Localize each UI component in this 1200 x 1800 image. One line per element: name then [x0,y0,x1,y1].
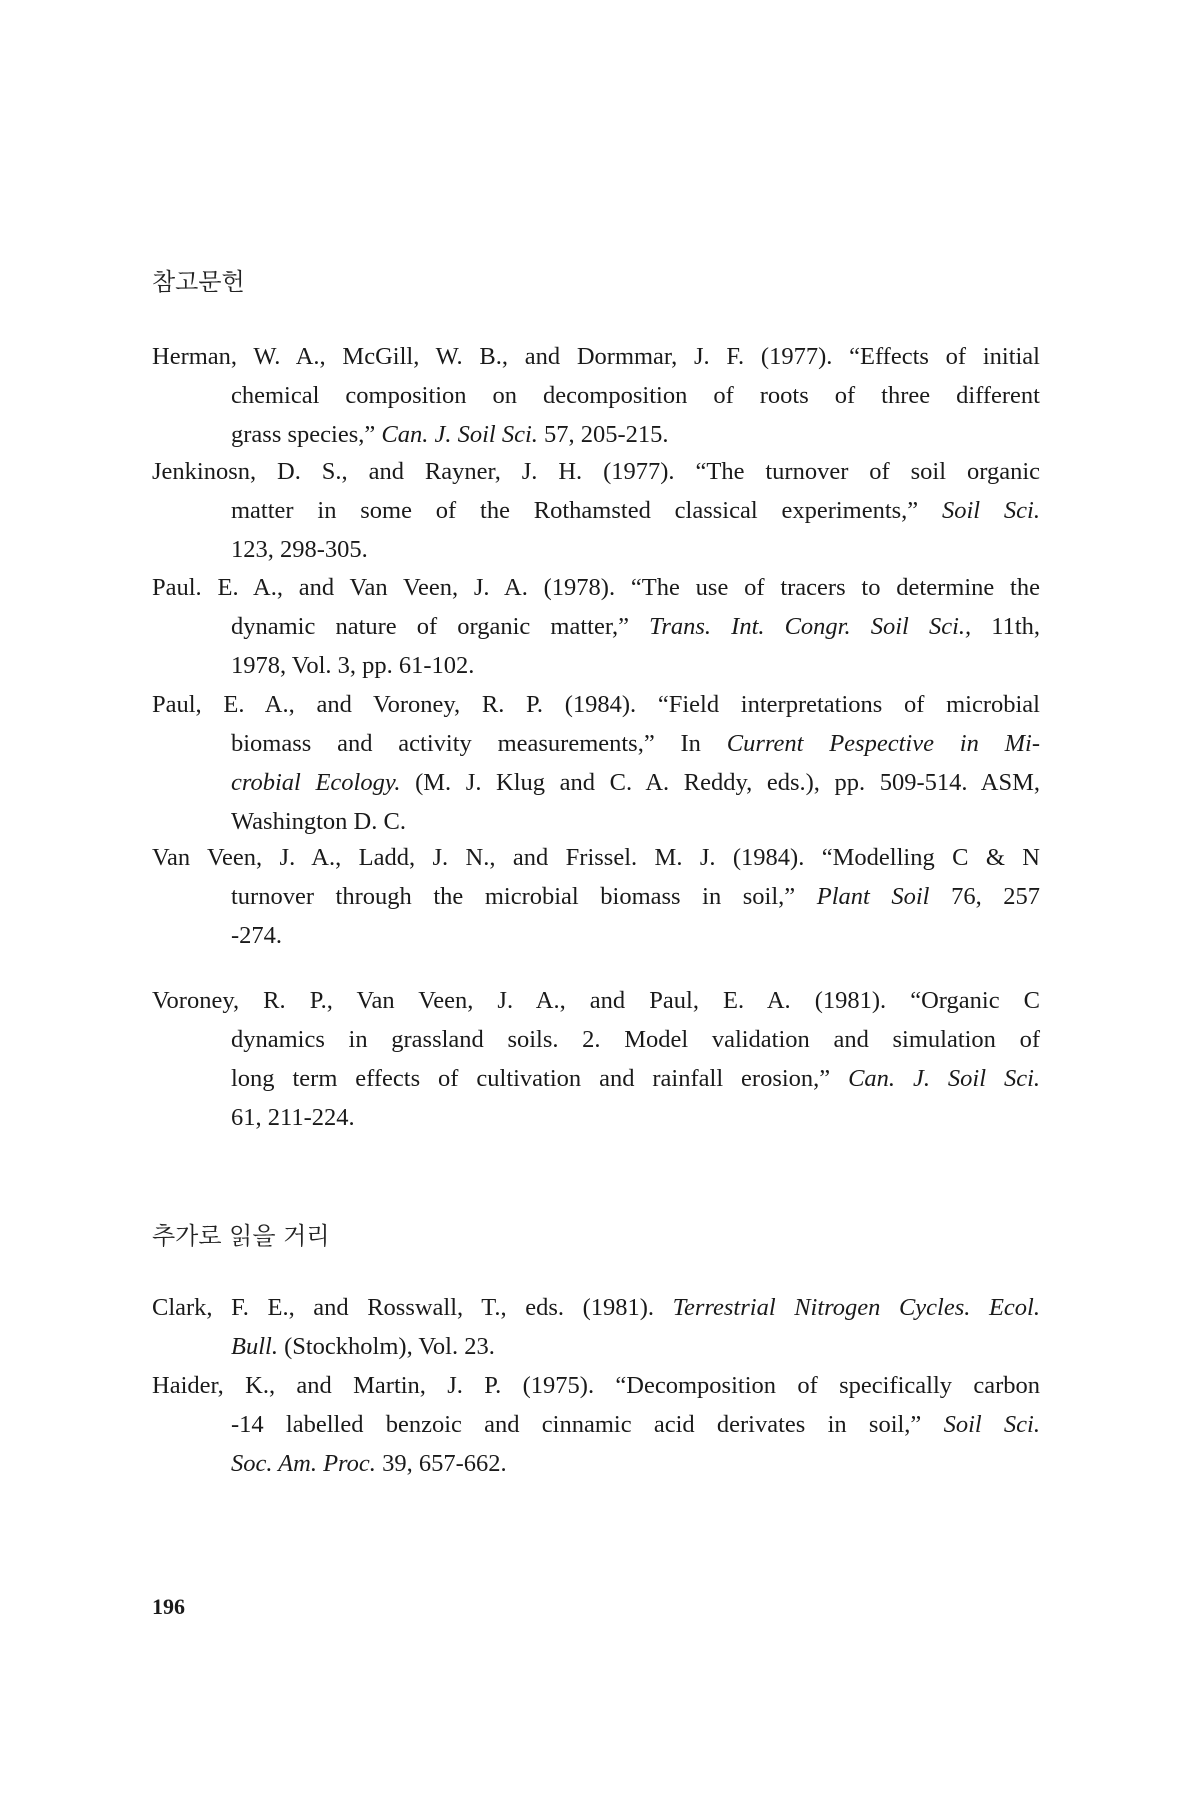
journal-title: Current Pespective in Mi- [726,730,1040,757]
journal-title: Soil Sci. [943,1411,1040,1438]
reference-line [231,763,1040,802]
reference-text: Voroney, R. P., Van Veen, J. A., and Paul, E. A. (1981). “Organic C [152,987,1040,1014]
reference-text: -274. [231,922,283,949]
reference-text: Washington D. C. [231,808,406,835]
reference-text: (M. J. Klug and C. A. Reddy, eds.), pp. 509-514. ASM, [400,769,1040,796]
reference-text: Paul. E. A., and Van Veen, J. A. (1978). “The use of tracers to determine the [152,574,1040,601]
reference-text: Clark, F. E., and Rosswall, T., eds. (1981). [152,1294,673,1321]
journal-title: Terrestrial Nitrogen Cycles. Ecol. [672,1294,1040,1321]
journal-title: Soil Sci. [942,497,1040,524]
reference-line [231,1098,1040,1137]
journal-title: Bull. [231,1333,278,1360]
reference-text: (Stockholm), Vol. 23. [277,1333,495,1360]
reference-entry [152,1366,1040,1483]
reference-line [231,724,1040,763]
reference-line [152,1366,1040,1405]
journal-title: crobial Ecology. [231,769,401,796]
reference-line [231,1059,1040,1098]
reference-line [231,376,1040,415]
journal-title: Plant Soil [816,883,930,910]
reference-line [231,916,1040,955]
reference-text: 57, 205-215. [537,421,669,448]
reference-text: 1978, Vol. 3, pp. 61-102. [231,652,475,679]
journal-title: Trans. Int. Congr. Soil Sci., [649,613,972,640]
journal-title: Soc. Am. Proc. [231,1450,376,1477]
reference-text: dynamic nature of organic matter,” [231,613,650,640]
further-reading-heading: 추가로 읽을 거리 [152,1222,330,1250]
reference-line [231,1444,1040,1483]
reference-line [231,530,1040,569]
reference-entry [152,838,1040,955]
reference-line [231,607,1040,646]
reference-line [231,1020,1040,1059]
reference-text: biomass and activity measurements,” In [231,730,727,757]
reference-text: Haider, K., and Martin, J. P. (1975). “Decomposition of specifically carbon [152,1372,1040,1399]
reference-text: long term effects of cultivation and rainfall erosion,” [231,1065,849,1092]
reference-line [231,491,1040,530]
reference-text: turnover through the microbial biomass in soil,” [231,883,817,910]
reference-line [152,568,1040,607]
reference-text: Jenkinosn, D. S., and Rayner, J. H. (1977). “The turnover of soil organic [152,458,1040,485]
reference-line [231,877,1040,916]
reference-text: chemical composition on decomposition of roots of three different [231,382,1040,409]
reference-line [152,452,1040,491]
reference-line [152,1288,1040,1327]
reference-text: matter in some of the Rothamsted classical experiments,” [231,497,942,524]
reference-line [152,337,1040,376]
reference-text: grass species,” [231,421,382,448]
reference-text: Paul, E. A., and Voroney, R. P. (1984). “Field interpretations of microbial [152,691,1040,718]
reference-text: 11th, [971,613,1040,640]
page-number: 196 [152,1594,185,1619]
journal-title: Can. J. Soil Sci. [381,421,538,448]
reference-text: 76, 257 [929,883,1040,910]
references-heading: 참고문헌 [152,268,245,296]
reference-text: 39, 657-662. [375,1450,507,1477]
reference-text: 123, 298-305. [231,536,368,563]
reference-line [152,838,1040,877]
reference-line [152,981,1040,1020]
reference-entry [152,685,1040,841]
reference-line [231,1327,1040,1366]
reference-entry [152,981,1040,1137]
reference-text: dynamics in grassland soils. 2. Model validation and simulation of [231,1026,1040,1053]
reference-entry [152,452,1040,569]
reference-line [152,685,1040,724]
reference-entry [152,337,1040,454]
reference-line [231,415,1040,454]
reference-text: -14 labelled benzoic and cinnamic acid derivates in soil,” [231,1411,944,1438]
reference-text: 61, 211-224. [231,1104,355,1131]
reference-line [231,1405,1040,1444]
reference-line [231,802,1040,841]
reference-entry [152,568,1040,685]
journal-title: Can. J. Soil Sci. [848,1065,1040,1092]
reference-entry [152,1288,1040,1366]
reference-line [231,646,1040,685]
reference-text: Herman, W. A., McGill, W. B., and Dormmar, J. F. (1977). “Effects of initial [152,343,1040,370]
reference-text: Van Veen, J. A., Ladd, J. N., and Frissel. M. J. (1984). “Modelling C & N [152,844,1040,871]
